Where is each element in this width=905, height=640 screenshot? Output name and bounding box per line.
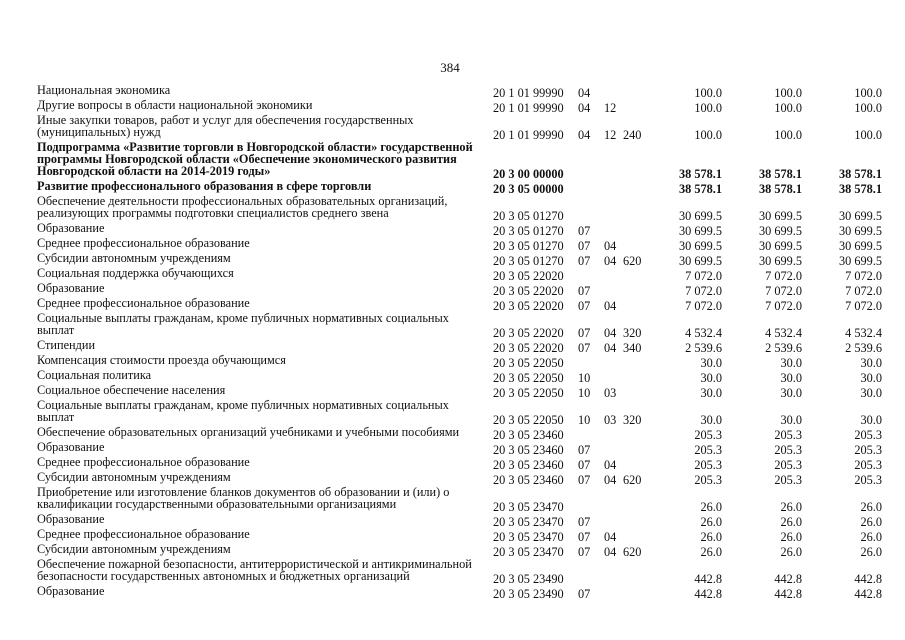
row-subsection-code: 03 bbox=[604, 386, 617, 400]
row-value-year-2: 26.0 bbox=[780, 500, 802, 514]
row-value-year-3: 30 699.5 bbox=[838, 209, 882, 223]
table-row bbox=[0, 585, 905, 600]
row-target-code: 20 3 05 23470 bbox=[493, 530, 564, 544]
row-target-code: 20 3 05 01270 bbox=[493, 209, 564, 223]
row-target-code: 20 3 05 22020 bbox=[493, 326, 564, 340]
row-section-code: 07 bbox=[578, 473, 591, 487]
row-value-year-1: 26.0 bbox=[700, 545, 722, 559]
row-value-year-2: 205.3 bbox=[774, 473, 802, 487]
row-subsection-code: 04 bbox=[604, 341, 617, 355]
row-value-year-1: 442.8 bbox=[694, 587, 722, 601]
page-number: 384 bbox=[440, 60, 460, 75]
row-subsection-code: 04 bbox=[604, 239, 617, 253]
row-target-code: 20 3 05 22050 bbox=[493, 386, 564, 400]
row-target-code: 20 3 05 22050 bbox=[493, 413, 564, 427]
row-target-code: 20 3 05 22020 bbox=[493, 341, 564, 355]
row-expense-type-code: 240 bbox=[623, 128, 642, 142]
row-name: Компенсация стоимости проезда обучающимся bbox=[37, 353, 286, 367]
table-row bbox=[0, 543, 905, 558]
budget-table bbox=[0, 84, 905, 600]
row-section-code: 07 bbox=[578, 254, 591, 268]
row-target-code: 20 3 05 23490 bbox=[493, 587, 564, 601]
row-section-code: 07 bbox=[578, 326, 591, 340]
row-section-code: 07 bbox=[578, 224, 591, 238]
row-value-year-2: 26.0 bbox=[780, 530, 802, 544]
table-row bbox=[0, 114, 905, 141]
row-value-year-3: 205.3 bbox=[854, 443, 882, 457]
row-name: Среднее профессиональное образование bbox=[37, 236, 250, 250]
table-row bbox=[0, 267, 905, 282]
row-value-year-2: 100.0 bbox=[774, 101, 802, 115]
row-value-year-2: 100.0 bbox=[774, 128, 802, 142]
row-target-code: 20 3 05 01270 bbox=[493, 254, 564, 268]
row-value-year-1: 30.0 bbox=[700, 386, 722, 400]
row-name: Субсидии автономным учреждениям bbox=[37, 470, 231, 484]
row-target-code: 20 3 05 23460 bbox=[493, 443, 564, 457]
table-row bbox=[0, 312, 905, 339]
row-value-year-1: 38 578.1 bbox=[678, 167, 722, 181]
row-section-code: 07 bbox=[578, 239, 591, 253]
row-value-year-2: 442.8 bbox=[774, 572, 802, 586]
row-section-code: 10 bbox=[578, 386, 591, 400]
row-name: Социальные выплаты гражданам, кроме публичных нормативных социальных выплат bbox=[37, 398, 449, 424]
row-target-code: 20 3 05 23470 bbox=[493, 515, 564, 529]
table-row bbox=[0, 528, 905, 543]
row-target-code: 20 3 05 00000 bbox=[493, 182, 564, 196]
row-name: Образование bbox=[37, 281, 105, 295]
row-subsection-code: 04 bbox=[604, 458, 617, 472]
row-name: Развитие профессионального образования в сфере торговли bbox=[37, 179, 372, 193]
row-value-year-3: 30 699.5 bbox=[838, 254, 882, 268]
row-section-code: 07 bbox=[578, 341, 591, 355]
row-value-year-2: 205.3 bbox=[774, 458, 802, 472]
row-value-year-1: 7 072.0 bbox=[685, 269, 722, 283]
row-value-year-2: 38 578.1 bbox=[758, 182, 802, 196]
row-subsection-code: 04 bbox=[604, 530, 617, 544]
row-value-year-3: 4 532.4 bbox=[845, 326, 882, 340]
row-value-year-2: 30.0 bbox=[780, 356, 802, 370]
table-row bbox=[0, 486, 905, 513]
row-value-year-1: 30 699.5 bbox=[678, 209, 722, 223]
table-row bbox=[0, 222, 905, 237]
row-value-year-3: 38 578.1 bbox=[838, 182, 882, 196]
row-name: Обеспечение образовательных организаций учебниками и учебными пособиями bbox=[37, 425, 460, 439]
row-name: Социальное обеспечение населения bbox=[37, 383, 226, 397]
row-value-year-1: 442.8 bbox=[694, 572, 722, 586]
row-subsection-code: 04 bbox=[604, 473, 617, 487]
row-value-year-1: 7 072.0 bbox=[685, 284, 722, 298]
row-name: Приобретение или изготовление бланков документов об образовании и (или) о квалификации государственными образовательными организациями bbox=[37, 485, 450, 511]
row-value-year-3: 442.8 bbox=[854, 587, 882, 601]
row-value-year-2: 4 532.4 bbox=[765, 326, 802, 340]
row-value-year-1: 26.0 bbox=[700, 515, 722, 529]
table-row bbox=[0, 471, 905, 486]
row-section-code: 04 bbox=[578, 128, 591, 142]
row-value-year-1: 205.3 bbox=[694, 458, 722, 472]
row-value-year-1: 100.0 bbox=[694, 86, 722, 100]
row-name: Образование bbox=[37, 584, 105, 598]
row-section-code: 07 bbox=[578, 284, 591, 298]
row-section-code: 07 bbox=[578, 530, 591, 544]
row-value-year-3: 30 699.5 bbox=[838, 224, 882, 238]
row-value-year-1: 26.0 bbox=[700, 530, 722, 544]
row-target-code: 20 3 05 23470 bbox=[493, 545, 564, 559]
row-name: Среднее профессиональное образование bbox=[37, 527, 250, 541]
row-subsection-code: 04 bbox=[604, 545, 617, 559]
row-target-code: 20 3 05 23490 bbox=[493, 572, 564, 586]
row-section-code: 04 bbox=[578, 101, 591, 115]
table-row bbox=[0, 195, 905, 222]
row-value-year-1: 30 699.5 bbox=[678, 239, 722, 253]
row-target-code: 20 3 05 22020 bbox=[493, 269, 564, 283]
row-section-code: 07 bbox=[578, 443, 591, 457]
table-row bbox=[0, 456, 905, 471]
row-value-year-3: 30.0 bbox=[860, 356, 882, 370]
row-value-year-2: 30 699.5 bbox=[758, 254, 802, 268]
row-value-year-1: 4 532.4 bbox=[685, 326, 722, 340]
table-row bbox=[0, 282, 905, 297]
row-subsection-code: 04 bbox=[604, 299, 617, 313]
row-name: Среднее профессиональное образование bbox=[37, 455, 250, 469]
table-row bbox=[0, 180, 905, 195]
row-target-code: 20 3 05 23460 bbox=[493, 458, 564, 472]
row-target-code: 20 3 05 22050 bbox=[493, 356, 564, 370]
row-value-year-2: 205.3 bbox=[774, 428, 802, 442]
row-value-year-3: 30.0 bbox=[860, 413, 882, 427]
row-target-code: 20 3 05 22050 bbox=[493, 371, 564, 385]
row-value-year-2: 7 072.0 bbox=[765, 284, 802, 298]
row-value-year-2: 30.0 bbox=[780, 371, 802, 385]
row-name: Образование bbox=[37, 512, 105, 526]
row-section-code: 10 bbox=[578, 413, 591, 427]
row-section-code: 10 bbox=[578, 371, 591, 385]
row-value-year-3: 205.3 bbox=[854, 428, 882, 442]
row-name: Обеспечение деятельности профессиональных образовательных организаций, реализующих программы подготовки специалистов среднего звена bbox=[37, 194, 448, 220]
row-target-code: 20 3 05 22020 bbox=[493, 299, 564, 313]
table-row bbox=[0, 252, 905, 267]
row-target-code: 20 1 01 99990 bbox=[493, 86, 564, 100]
row-value-year-1: 205.3 bbox=[694, 473, 722, 487]
table-row bbox=[0, 237, 905, 252]
table-row bbox=[0, 354, 905, 369]
row-value-year-1: 30.0 bbox=[700, 413, 722, 427]
row-subsection-code: 04 bbox=[604, 254, 617, 268]
row-value-year-1: 205.3 bbox=[694, 443, 722, 457]
row-value-year-1: 205.3 bbox=[694, 428, 722, 442]
row-value-year-1: 38 578.1 bbox=[678, 182, 722, 196]
row-expense-type-code: 320 bbox=[623, 413, 642, 427]
row-value-year-3: 100.0 bbox=[854, 128, 882, 142]
row-section-code: 04 bbox=[578, 86, 591, 100]
row-section-code: 07 bbox=[578, 515, 591, 529]
row-name: Стипендии bbox=[37, 338, 96, 352]
row-value-year-2: 30 699.5 bbox=[758, 239, 802, 253]
row-value-year-2: 30 699.5 bbox=[758, 209, 802, 223]
table-row bbox=[0, 399, 905, 426]
table-row bbox=[0, 384, 905, 399]
table-row bbox=[0, 426, 905, 441]
row-value-year-1: 30 699.5 bbox=[678, 254, 722, 268]
row-value-year-3: 205.3 bbox=[854, 458, 882, 472]
row-value-year-1: 2 539.6 bbox=[685, 341, 722, 355]
table-row bbox=[0, 99, 905, 114]
row-name: Подпрограмма «Развитие торговли в Новгородской области» государственной программы Новгородской области «Обеспечение экономического развития Новгородской области на 2014-2019 годы» bbox=[37, 140, 473, 178]
table-row bbox=[0, 558, 905, 585]
row-value-year-1: 100.0 bbox=[694, 101, 722, 115]
row-value-year-3: 30.0 bbox=[860, 371, 882, 385]
row-value-year-1: 30.0 bbox=[700, 371, 722, 385]
row-value-year-3: 26.0 bbox=[860, 500, 882, 514]
row-value-year-1: 30.0 bbox=[700, 356, 722, 370]
row-target-code: 20 3 05 23460 bbox=[493, 428, 564, 442]
row-value-year-3: 7 072.0 bbox=[845, 269, 882, 283]
row-expense-type-code: 320 bbox=[623, 326, 642, 340]
row-value-year-2: 100.0 bbox=[774, 86, 802, 100]
row-value-year-1: 26.0 bbox=[700, 500, 722, 514]
row-value-year-1: 100.0 bbox=[694, 128, 722, 142]
row-target-code: 20 3 05 01270 bbox=[493, 239, 564, 253]
row-value-year-3: 2 539.6 bbox=[845, 341, 882, 355]
row-name: Другие вопросы в области национальной экономики bbox=[37, 98, 313, 112]
row-name: Образование bbox=[37, 440, 105, 454]
row-value-year-3: 442.8 bbox=[854, 572, 882, 586]
table-row bbox=[0, 339, 905, 354]
table-row bbox=[0, 513, 905, 528]
row-target-code: 20 3 05 01270 bbox=[493, 224, 564, 238]
row-name: Иные закупки товаров, работ и услуг для обеспечения государственных (муниципальных) нужд bbox=[37, 113, 414, 139]
row-expense-type-code: 620 bbox=[623, 254, 642, 268]
row-target-code: 20 1 01 99990 bbox=[493, 101, 564, 115]
row-value-year-3: 7 072.0 bbox=[845, 299, 882, 313]
row-section-code: 07 bbox=[578, 458, 591, 472]
row-expense-type-code: 620 bbox=[623, 545, 642, 559]
row-section-code: 07 bbox=[578, 545, 591, 559]
row-value-year-2: 7 072.0 bbox=[765, 269, 802, 283]
row-section-code: 07 bbox=[578, 587, 591, 601]
row-subsection-code: 03 bbox=[604, 413, 617, 427]
row-value-year-2: 26.0 bbox=[780, 545, 802, 559]
table-row bbox=[0, 84, 905, 99]
row-value-year-3: 26.0 bbox=[860, 515, 882, 529]
row-target-code: 20 3 05 23470 bbox=[493, 500, 564, 514]
row-name: Национальная экономика bbox=[37, 83, 171, 97]
row-value-year-1: 7 072.0 bbox=[685, 299, 722, 313]
row-expense-type-code: 620 bbox=[623, 473, 642, 487]
table-row bbox=[0, 141, 905, 180]
row-name: Социальная политика bbox=[37, 368, 152, 382]
row-value-year-2: 7 072.0 bbox=[765, 299, 802, 313]
row-value-year-3: 30.0 bbox=[860, 386, 882, 400]
row-value-year-3: 100.0 bbox=[854, 86, 882, 100]
row-subsection-code: 12 bbox=[604, 101, 617, 115]
row-name: Субсидии автономным учреждениям bbox=[37, 251, 231, 265]
row-value-year-2: 30.0 bbox=[780, 413, 802, 427]
row-expense-type-code: 340 bbox=[623, 341, 642, 355]
row-value-year-3: 26.0 bbox=[860, 530, 882, 544]
row-value-year-2: 30 699.5 bbox=[758, 224, 802, 238]
row-value-year-2: 442.8 bbox=[774, 587, 802, 601]
row-value-year-2: 205.3 bbox=[774, 443, 802, 457]
row-target-code: 20 3 05 23460 bbox=[493, 473, 564, 487]
row-target-code: 20 3 05 22020 bbox=[493, 284, 564, 298]
row-value-year-3: 38 578.1 bbox=[838, 167, 882, 181]
row-name: Социальные выплаты гражданам, кроме публичных нормативных социальных выплат bbox=[37, 311, 449, 337]
table-row bbox=[0, 369, 905, 384]
row-value-year-3: 26.0 bbox=[860, 545, 882, 559]
row-section-code: 07 bbox=[578, 299, 591, 313]
row-value-year-3: 205.3 bbox=[854, 473, 882, 487]
row-value-year-3: 7 072.0 bbox=[845, 284, 882, 298]
row-value-year-3: 100.0 bbox=[854, 101, 882, 115]
row-subsection-code: 12 bbox=[604, 128, 617, 142]
row-value-year-2: 38 578.1 bbox=[758, 167, 802, 181]
row-value-year-2: 26.0 bbox=[780, 515, 802, 529]
table-row bbox=[0, 297, 905, 312]
table-row bbox=[0, 441, 905, 456]
row-name: Среднее профессиональное образование bbox=[37, 296, 250, 310]
row-value-year-2: 30.0 bbox=[780, 386, 802, 400]
row-name: Образование bbox=[37, 221, 105, 235]
row-value-year-2: 2 539.6 bbox=[765, 341, 802, 355]
row-value-year-1: 30 699.5 bbox=[678, 224, 722, 238]
row-value-year-3: 30 699.5 bbox=[838, 239, 882, 253]
row-target-code: 20 3 00 00000 bbox=[493, 167, 564, 181]
row-name: Субсидии автономным учреждениям bbox=[37, 542, 231, 556]
row-target-code: 20 1 01 99990 bbox=[493, 128, 564, 142]
row-name: Социальная поддержка обучающихся bbox=[37, 266, 234, 280]
row-subsection-code: 04 bbox=[604, 326, 617, 340]
row-name: Обеспечение пожарной безопасности, антитеррористической и антикриминальной безопасности государственных автономных и бюджетных организаций bbox=[37, 557, 472, 583]
